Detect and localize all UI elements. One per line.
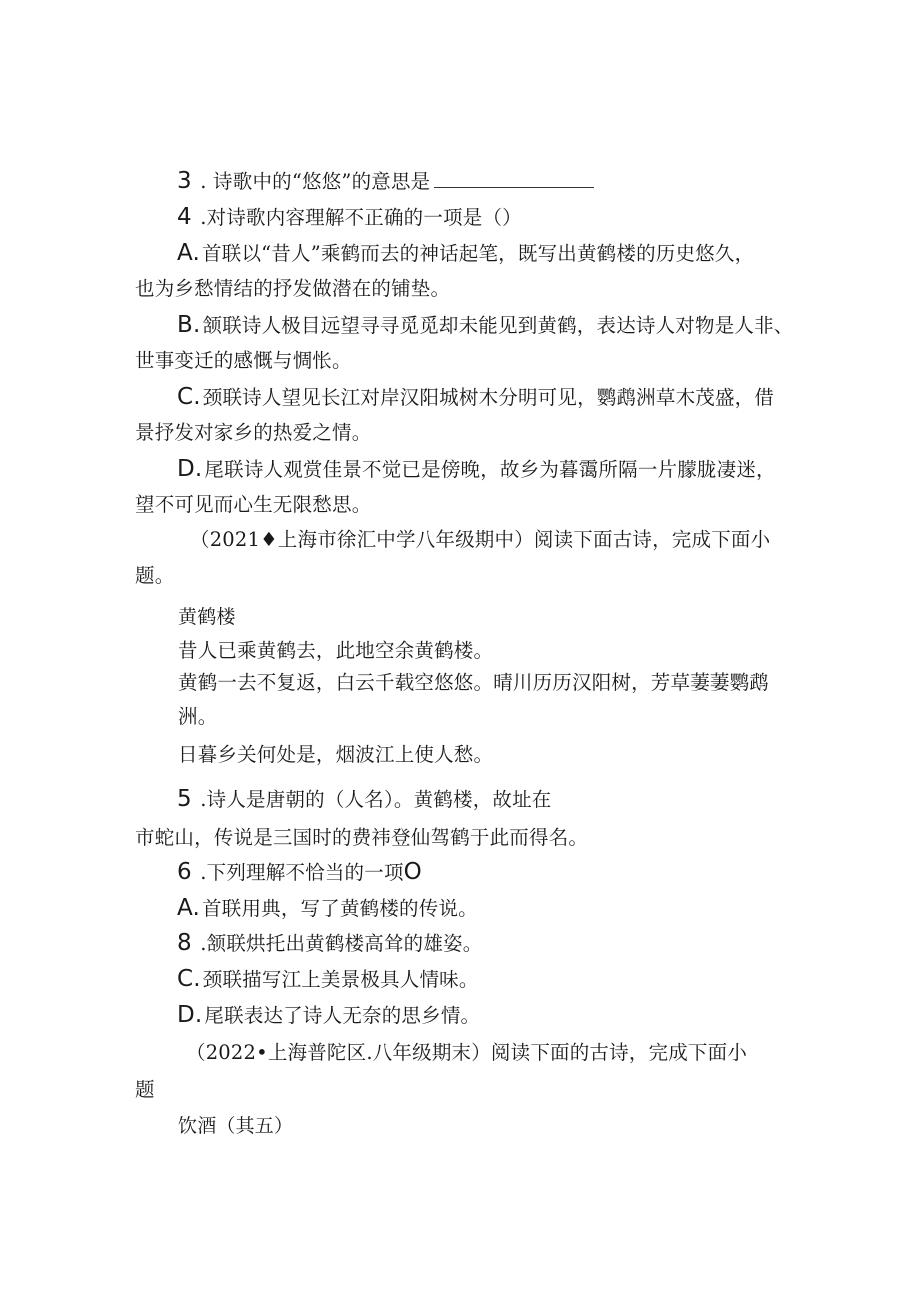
section-header-2-line2: 题 — [135, 1078, 155, 1101]
question-5 — [177, 786, 552, 813]
option-letter: A. — [177, 895, 201, 921]
option-letter: D. — [177, 456, 203, 482]
poem-1-title: 黄鹤楼 — [178, 606, 236, 628]
option-letter: B. — [177, 312, 201, 338]
option-text: 颈联诗人望见长江对岸汉阳城树木分明可见，鹦鹉洲草木茂盛，借 — [202, 386, 775, 409]
section-header-1-line1: （2021♦上海市徐汇中学八年级期中）阅读下面古诗，完成下面小 — [190, 528, 771, 551]
question-text: .诗人是唐朝的（人名）。黄鹤楼，故址在 — [193, 788, 552, 811]
question-text: . 诗歌中的“悠悠”的意思是 — [193, 170, 431, 193]
poem-1-line3: 洲。 — [178, 705, 218, 728]
poem-1-line2: 黄鹤一去不复返，白云千载空悠悠。晴川历历汉阳树，芳草萋萋鹦鹉 — [178, 671, 770, 694]
question-number: 5 — [177, 786, 192, 812]
q6-option-8 — [177, 930, 482, 957]
q6-option-a — [177, 895, 478, 922]
section-header-2-line1: （2022•上海普陀区.八年级期末）阅读下面的古诗，完成下面小 — [186, 1041, 748, 1064]
question-number: 4 — [177, 204, 192, 230]
question-5-line2: 市蛇山，传说是三国时的费祎登仙驾鹤于此而得名。 — [135, 826, 589, 849]
option-b-line1 — [177, 312, 794, 339]
option-text: 颔联诗人极目远望寻寻觅觅却未能见到黄鹤，表达诗人对物是人非、 — [202, 314, 794, 337]
question-tail: O — [403, 859, 422, 885]
section-header-1-line2: 题。 — [135, 564, 175, 587]
option-text: 尾联表达了诗人无奈的思乡情。 — [204, 1004, 481, 1027]
question-text: .下列理解不恰当的一项 — [193, 861, 404, 884]
option-text: 尾联诗人观赏佳景不觉已是傍晚，故乡为暮霭所隔一片朦胧凄迷， — [204, 458, 776, 481]
option-c-line1 — [177, 384, 774, 411]
poem-2-title: 饮酒（其五） — [178, 1115, 294, 1137]
option-b-line2: 世事变迁的感慨与惆怅。 — [135, 349, 352, 372]
poem-1-line4: 日暮乡关何处是，烟波江上使人愁。 — [178, 743, 494, 766]
option-a-line1 — [177, 240, 754, 267]
question-text: .对诗歌内容理解不正确的一项是（） — [193, 206, 522, 229]
option-letter: A. — [177, 240, 201, 266]
q6-option-d — [177, 1002, 480, 1029]
question-number: 6 — [177, 859, 192, 885]
option-a-line2: 也为乡愁情结的抒发做潜在的铺垫。 — [135, 277, 451, 300]
answer-blank — [434, 169, 594, 188]
option-d-line2: 望不可见而心生无限愁思。 — [135, 493, 372, 516]
option-c-line2: 景抒发对家乡的热爱之情。 — [135, 421, 372, 444]
poem-1-line1: 昔人已乘黄鹤去，此地空余黄鹤楼。 — [178, 639, 494, 662]
question-6 — [177, 859, 424, 886]
option-letter: C. — [177, 966, 201, 992]
option-letter: C. — [177, 384, 201, 410]
question-3 — [177, 168, 594, 195]
option-text: 首联以“昔人”乘鹤而去的神话起笔，既写出黄鹤楼的历史悠久， — [202, 242, 755, 265]
question-4 — [177, 204, 522, 231]
option-text: 颈联描写江上美景极具人情味。 — [202, 968, 479, 991]
option-number: 8 — [177, 930, 192, 956]
question-number: 3 — [177, 168, 192, 194]
q6-option-c — [177, 966, 479, 993]
option-text: .颔联烘托出黄鹤楼高耸的雄姿。 — [193, 932, 483, 955]
option-letter: D. — [177, 1002, 203, 1028]
option-text: 首联用典，写了黄鹤楼的传说。 — [202, 897, 478, 920]
option-d-line1 — [177, 456, 776, 483]
